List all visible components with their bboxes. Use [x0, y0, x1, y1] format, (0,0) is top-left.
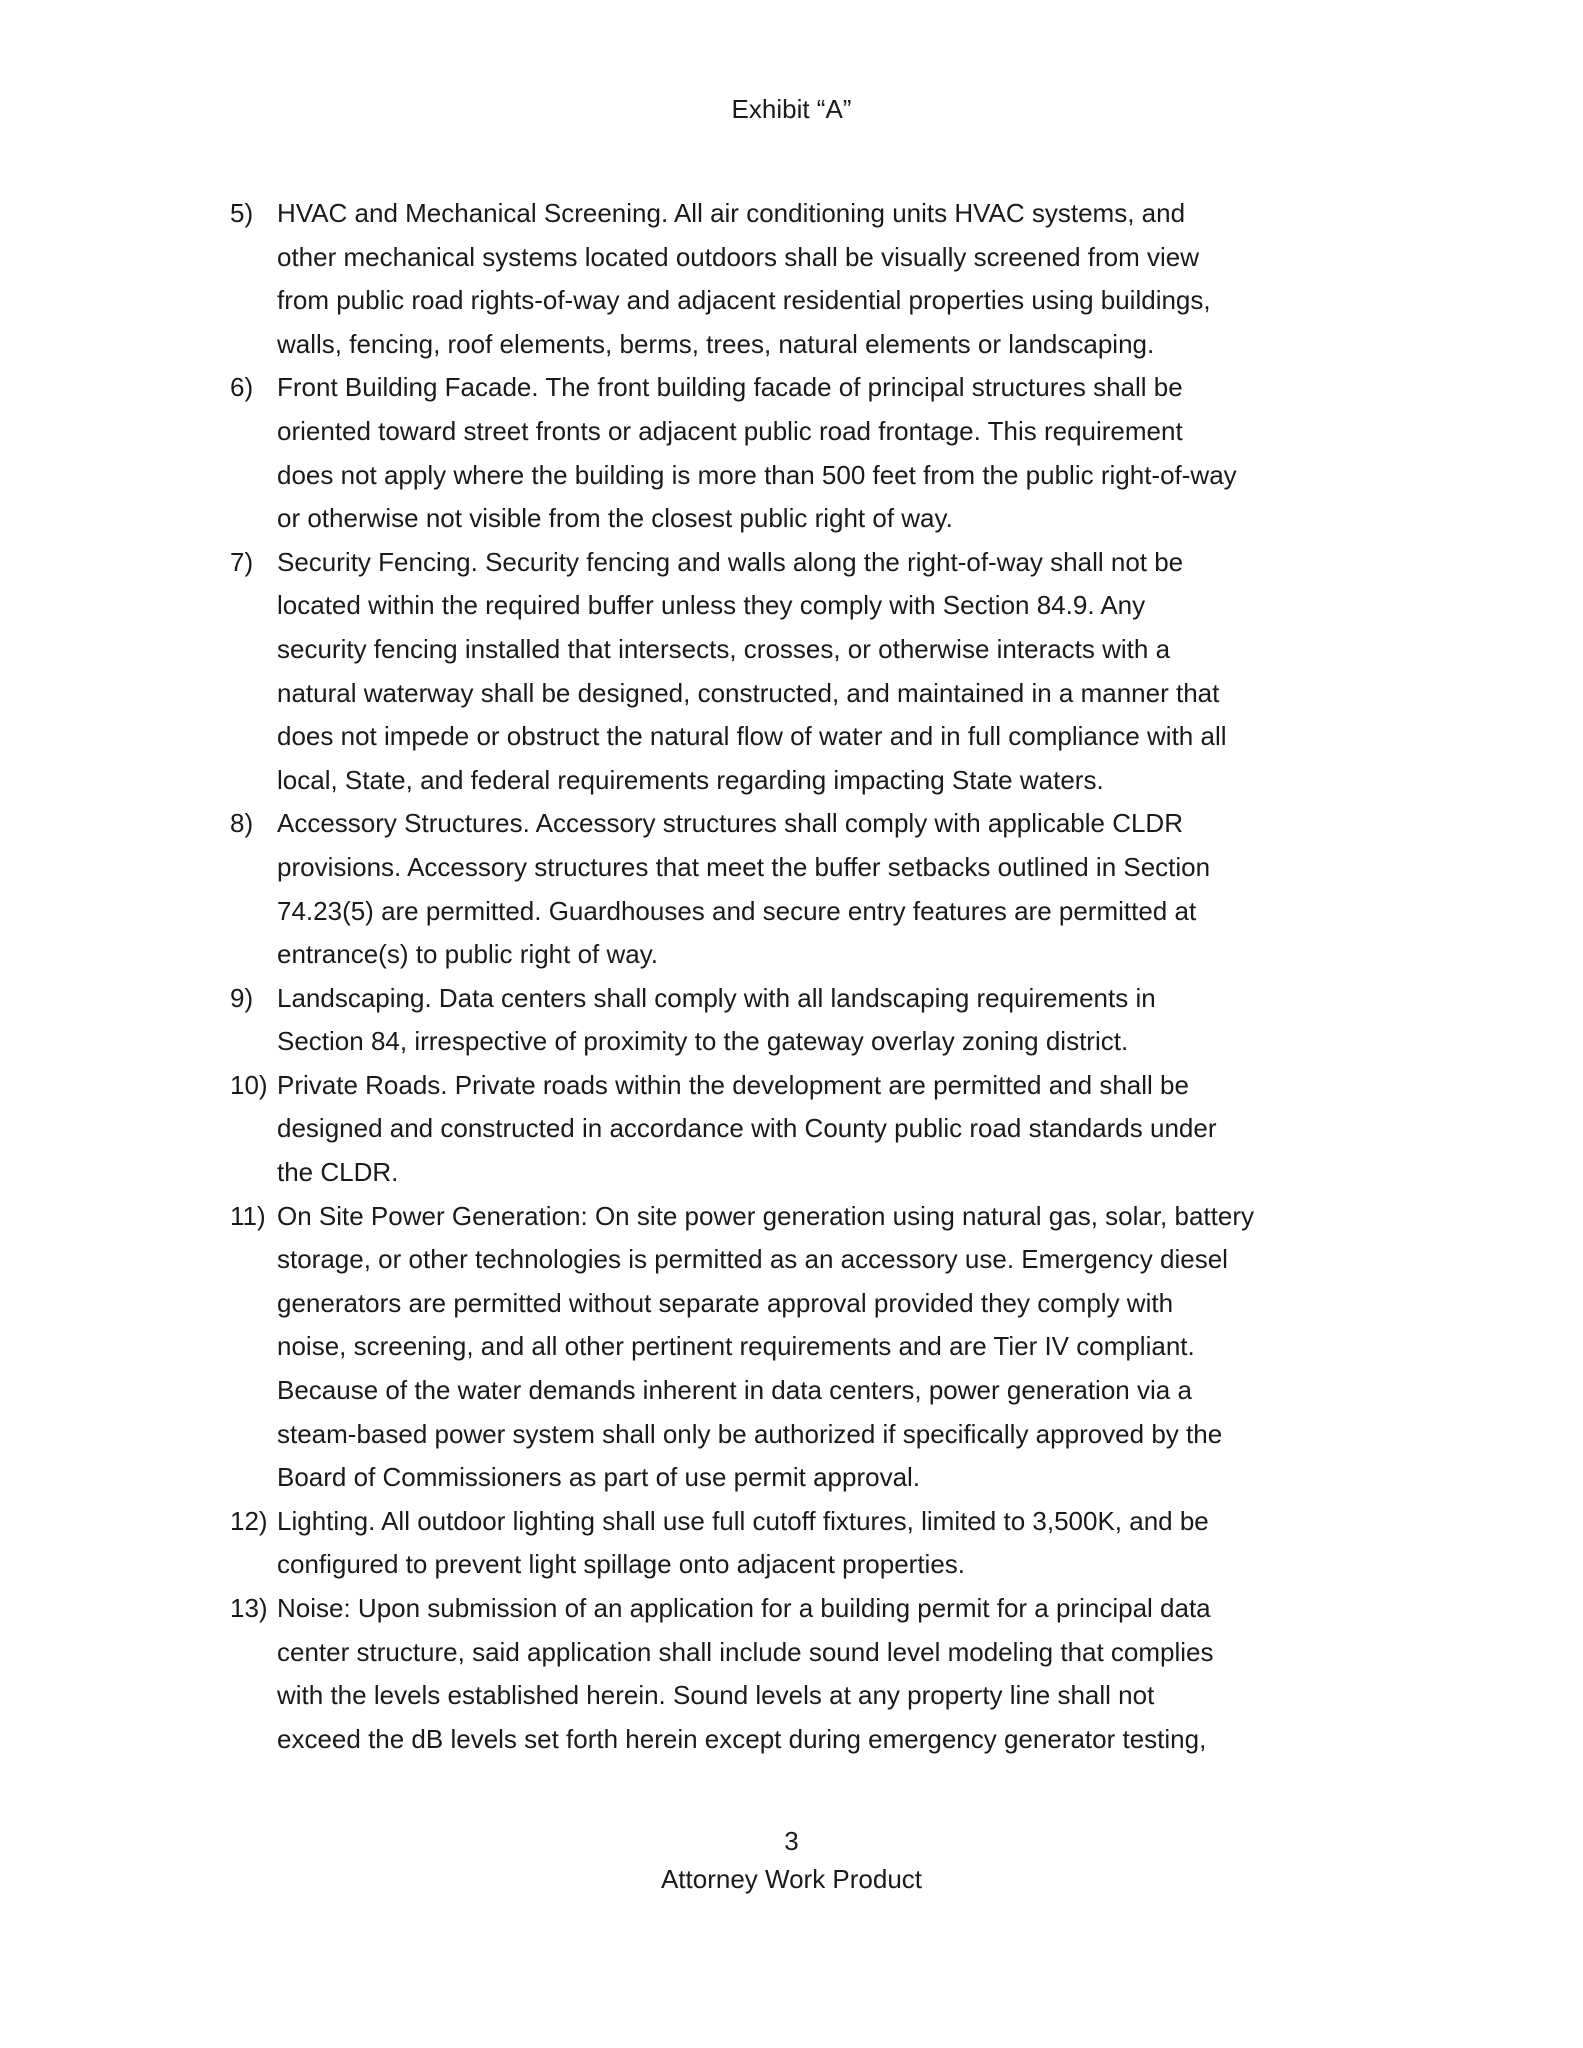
item-text-line: local, State, and federal requirements regarding impacting State waters. — [277, 764, 1104, 795]
item-text-line: designed and constructed in accordance with County public road standards under — [277, 1113, 1217, 1144]
item-text-line: Because of the water demands inherent in data centers, power generation via a — [277, 1375, 1192, 1406]
item-text-line: Security Fencing. Security fencing and walls along the right-of-way shall not be — [277, 546, 1184, 577]
item-text-line: exceed the dB levels set forth herein except during emergency generator testing, — [277, 1723, 1207, 1754]
item-number: 10) — [230, 1069, 268, 1100]
item-text-line: Front Building Facade. The front building facade of principal structures shall be — [277, 372, 1183, 403]
page-number: 3 — [784, 1826, 799, 1856]
list-item — [0, 1500, 1583, 1587]
item-text-line: Board of Commissioners as part of use permit approval. — [277, 1462, 921, 1493]
list-item — [0, 977, 1583, 1064]
item-text-line: configured to prevent light spillage onto adjacent properties. — [277, 1549, 965, 1580]
item-text-line: 74.23(5) are permitted. Guardhouses and secure entry features are permitted at — [277, 895, 1197, 926]
item-number: 11) — [230, 1200, 266, 1231]
item-text-line: oriented toward street fronts or adjacent public road frontage. This requirement — [277, 415, 1183, 446]
requirements-list — [0, 192, 1583, 1761]
list-item — [0, 802, 1583, 976]
list-item — [0, 541, 1583, 803]
item-text-line: HVAC and Mechanical Screening. All air conditioning units HVAC systems, and — [277, 198, 1186, 228]
item-text-line: or otherwise not visible from the closest public right of way. — [277, 503, 953, 534]
item-number: 13) — [230, 1593, 268, 1623]
item-number: 8) — [230, 808, 254, 839]
list-item — [0, 1587, 1583, 1761]
exhibit-header: Exhibit “A” — [731, 94, 852, 124]
item-text-line: steam-based power system shall only be authorized if specifically approved by the — [277, 1418, 1223, 1449]
item-text-line: Accessory Structures. Accessory structures shall comply with applicable CLDR — [277, 808, 1183, 839]
item-number: 9) — [230, 982, 254, 1013]
item-number: 7) — [230, 546, 254, 577]
item-text-line: from public road rights-of-way and adjacent residential properties using buildings, — [277, 285, 1211, 316]
item-text-line: does not impede or obstruct the natural flow of water and in full compliance with all — [277, 721, 1227, 752]
item-text-line: does not apply where the building is more than 500 feet from the public right-of-way — [277, 459, 1237, 490]
item-number: 12) — [230, 1505, 268, 1536]
item-text-line: located within the required buffer unless they comply with Section 84.9. Any — [277, 590, 1146, 621]
item-text-line: other mechanical systems located outdoors shall be visually screened from view — [277, 241, 1199, 272]
item-text-line: Landscaping. Data centers shall comply with all landscaping requirements in — [277, 982, 1156, 1013]
item-text-line: Private Roads. Private roads within the development are permitted and shall be — [277, 1069, 1189, 1100]
item-text-line: On Site Power Generation: On site power generation using natural gas, solar, battery — [277, 1200, 1254, 1231]
item-text-line: walls, fencing, roof elements, berms, trees, natural elements or landscaping. — [277, 328, 1155, 359]
item-text-line: center structure, said application shall include sound level modeling that complies — [277, 1636, 1214, 1667]
item-text-line: entrance(s) to public right of way. — [277, 939, 659, 970]
list-item — [0, 366, 1583, 540]
item-text-line: with the levels established herein. Sound levels at any property line shall not — [277, 1680, 1155, 1711]
item-number: 6) — [230, 372, 254, 403]
item-text-line: Section 84, irrespective of proximity to the gateway overlay zoning district. — [277, 1026, 1129, 1057]
item-text-line: provisions. Accessory structures that meet the buffer setbacks outlined in Section — [277, 851, 1211, 882]
item-text-line: natural waterway shall be designed, constructed, and maintained in a manner that — [277, 677, 1220, 708]
list-item — [0, 1195, 1583, 1500]
list-item — [0, 1064, 1583, 1195]
item-text-line: Lighting. All outdoor lighting shall use full cutoff fixtures, limited to 3,500K, and be — [277, 1505, 1209, 1536]
item-text-line: storage, or other technologies is permitted as an accessory use. Emergency diesel — [277, 1244, 1228, 1275]
item-text-line: generators are permitted without separate approval provided they comply with — [277, 1287, 1174, 1318]
page-footer: Attorney Work Product — [660, 1864, 923, 1894]
item-number: 5) — [230, 198, 254, 228]
item-text-line: noise, screening, and all other pertinent requirements and are Tier IV compliant. — [277, 1331, 1195, 1362]
item-text-line: Noise: Upon submission of an application for a building permit for a principal data — [277, 1593, 1211, 1623]
item-text-line: security fencing installed that intersects, crosses, or otherwise interacts with a — [277, 633, 1171, 664]
item-text-line: the CLDR. — [277, 1157, 399, 1188]
list-item — [0, 192, 1583, 366]
